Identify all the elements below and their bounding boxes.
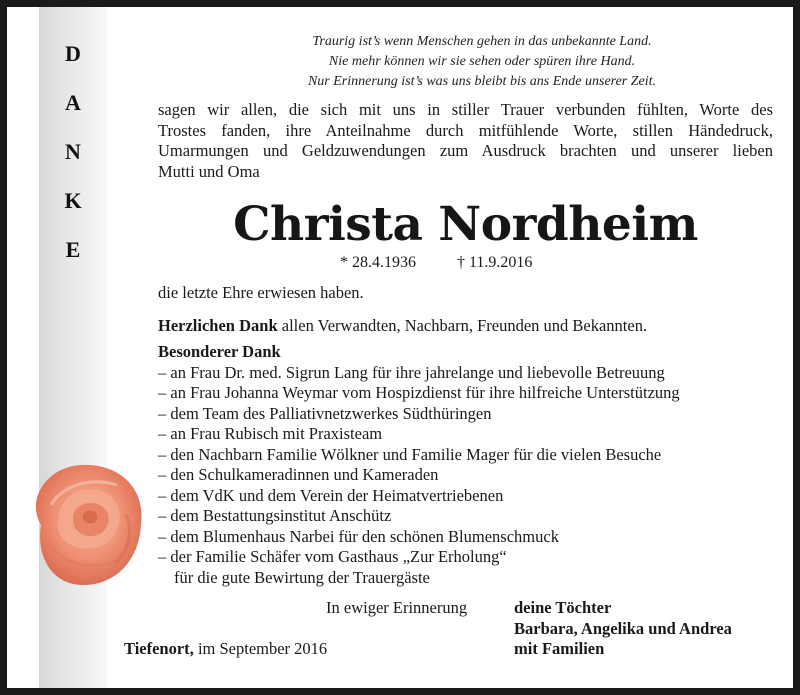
memory-line: In ewiger Erinnerung xyxy=(326,598,468,617)
deceased-name: Christa Nordheim xyxy=(233,197,698,252)
death-date: † 11.9.2016 xyxy=(457,254,533,271)
intro-line: Umarmungen und Geldzuwendungen zum Ausdruck brachten und unserer lieben xyxy=(158,141,773,160)
rose-image xyxy=(21,455,151,595)
thanks-rest: allen Verwandten, Nachbarn, Freunden und Bekannten. xyxy=(277,316,648,335)
thanks-bold: Herzlichen Dank xyxy=(158,316,278,335)
place: Tiefenort, xyxy=(124,639,194,658)
danke-column xyxy=(39,29,107,274)
poem-line: Nie mehr können wir sie sehen oder spüren ihre Hand. xyxy=(328,54,636,69)
signer-line: Barbara, Angelika und Andrea xyxy=(514,618,732,638)
obituary-card xyxy=(7,7,793,688)
danke-letter: A xyxy=(65,90,81,115)
list-item: – den Nachbarn Familie Wölkner und Familie Mager für die vielen Besuche xyxy=(158,444,662,464)
special-thanks xyxy=(158,342,773,588)
list-item: – an Frau Dr. med. Sigrun Lang für ihre jahrelange und liebevolle Betreuung xyxy=(158,362,665,382)
special-heading: Besonderer Dank xyxy=(158,342,281,361)
signer-line: mit Familien xyxy=(514,639,605,658)
list-item: – dem Blumenhaus Narbei für den schönen Blumenschmuck xyxy=(158,526,559,546)
date: im September 2016 xyxy=(193,639,328,658)
intro-line: Mutti und Oma xyxy=(158,161,260,181)
poem-line: Nur Erinnerung ist’s was uns bleibt bis ans Ende unserer Zeit. xyxy=(307,74,657,89)
thanks-line xyxy=(158,316,773,337)
list-item: – an Frau Rubisch mit Praxisteam xyxy=(158,424,383,443)
list-item: – dem Bestattungsinstitut Anschütz xyxy=(158,506,392,525)
poem-line: Traurig ist’s wenn Menschen gehen in das unbekannte Land. xyxy=(312,34,652,49)
list-item: – den Schulkameradinnen und Kameraden xyxy=(158,465,439,484)
signers xyxy=(514,598,732,660)
poem xyxy=(167,32,793,92)
birth-date: * 28.4.1936 xyxy=(340,254,416,271)
place-date xyxy=(124,639,327,660)
list-item: – dem Team des Palliativnetzwerkes Südthüringen xyxy=(158,403,492,423)
list-item: – der Familie Schäfer vom Gasthaus „Zur Erholung“ xyxy=(158,547,507,566)
list-item: – dem VdK und dem Verein der Heimatvertriebenen xyxy=(158,485,504,505)
honor-line: die letzte Ehre erwiesen haben. xyxy=(158,283,364,302)
signer-line: deine Töchter xyxy=(514,598,612,617)
intro-line: Trostes fanden, ihre Anteilnahme durch mitfühlende Worte, stillen Händedruck, xyxy=(158,120,773,140)
danke-letter: N xyxy=(65,139,81,164)
danke-letter: E xyxy=(65,237,81,262)
list-item: – an Frau Johanna Weymar vom Hospizdienst für ihre hilfreiche Unterstützung xyxy=(158,383,680,402)
danke-letter: D xyxy=(65,41,81,66)
list-item-continuation: für die gute Bewirtung der Trauergäste xyxy=(174,567,430,587)
intro-line: sagen wir allen, die sich mit uns in stiller Trauer verbunden fühlten, Worte des xyxy=(158,100,773,119)
danke-letter: K xyxy=(64,188,82,213)
intro-paragraph xyxy=(158,100,773,182)
